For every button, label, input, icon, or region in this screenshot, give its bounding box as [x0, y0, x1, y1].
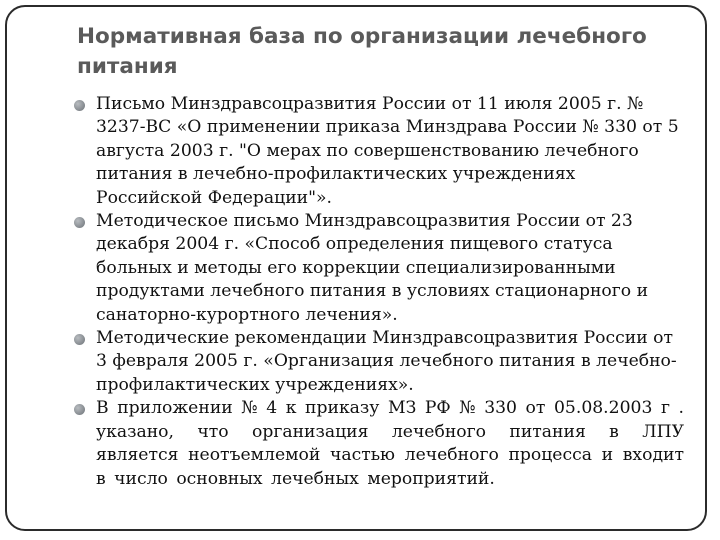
- list-item: [96, 210, 684, 327]
- bullet-icon: [74, 100, 85, 111]
- bullet-list: [96, 93, 684, 491]
- list-item: [96, 327, 684, 397]
- bullet-icon: [74, 334, 85, 345]
- list-item-text: Методическое письмо Минздравсоцразвития России от 23 декабря 2004 г. «Способ определения пищевого статуса больных и методы его коррекции специализированными продуктами лечебного питания в условиях стационарного и санаторно-курортного лечения».: [96, 211, 649, 325]
- list-item: [96, 93, 684, 210]
- list-item-text: Методические рекомендации Минздравсоцразвития России от 3 февраля 2005 г. «Организация лечебного питания в лечебно-профилактических учреждениях».: [96, 328, 677, 395]
- slide-title: Нормативная база по организации лечебного питания: [77, 24, 647, 79]
- list-item-text: В приложении № 4 к приказу МЗ РФ № 330 от 05.08.2003 г . указано, что организация лечебного питания в ЛПУ является неотъемлемой частью лечебного процесса и входит в число основных лечебных мероприятий.: [96, 398, 684, 489]
- list-item: [96, 397, 684, 491]
- list-item-text: Письмо Минздравсоцразвития России от 11 июля 2005 г. № 3237-ВС «О применении приказа Минздрава России № 330 от 5 августа 2003 г. "О мерах по совершенствованию лечебного питания в лечебно-профилактических учреждениях Российской Федерации"».: [96, 94, 679, 208]
- bullet-icon: [74, 217, 85, 228]
